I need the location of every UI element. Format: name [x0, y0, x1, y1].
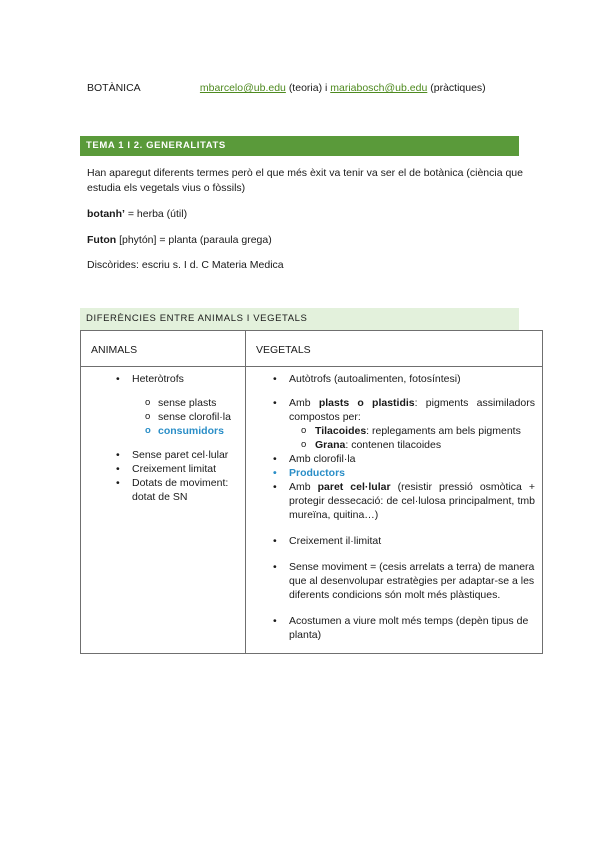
futon-def: [phytón] = planta (paraula grega) — [119, 234, 272, 246]
sublist-item-grana: o Grana: contenen tilacoides — [253, 438, 535, 452]
column-header-animals: ANIMALS — [81, 331, 246, 367]
list-item: • Acostumen a viure molt més temps (depèn tipus de planta) — [253, 614, 535, 642]
sublist-item: o sense clorofil·la — [88, 410, 238, 424]
list-item-cell-wall: • Amb paret cel·lular (resistir pressió osmòtica + protegir dessecació: de cel·lulosa principalment, tmb mureïna, quitina…) — [253, 480, 535, 522]
list-item: • Creixement limitat — [88, 462, 238, 476]
botanh-term: botanh’ — [87, 208, 125, 220]
practice-label: (pràctiques) — [430, 82, 486, 94]
intro-paragraph: Han aparegut diferents termes però el que més èxit va tenir va ser el de botànica (ciència que estudia els vegetals vius o fòssils) — [87, 167, 523, 194]
sublist-item-tilacoides: o Tilacoides: replegaments am bels pigments — [253, 424, 535, 438]
list-item-producers: • Productors — [253, 466, 535, 480]
discorides-line: Discòrides: escriu s. I d. C Materia Medica — [87, 259, 284, 271]
plants-cell — [246, 367, 543, 654]
email-theory-link[interactable]: mbarcelo@ub.edu — [199, 82, 286, 94]
botanh-def: = herba (útil) — [127, 208, 188, 220]
section-heading-differences: DIFERÈNCIES ENTRE ANIMALS I VEGETALS — [80, 308, 519, 330]
list-item: • Dotats de moviment: dotat de SN — [88, 476, 238, 504]
list-item-plasts: • Amb plasts o plastidis: pigments assimiladors compostos per: — [253, 396, 535, 424]
header-line — [87, 82, 527, 94]
column-header-plants: VEGETALS — [246, 331, 543, 367]
botanh-definition — [87, 207, 527, 222]
sublist-item: o sense plasts — [88, 396, 238, 410]
comparison-table — [80, 330, 543, 654]
list-item: • Heteròtrofs — [88, 372, 238, 386]
list-item: • Autòtrofs (autoalimenten, fotosíntesi) — [253, 372, 535, 386]
list-item: • Amb clorofil·la — [253, 452, 535, 466]
list-item: • Sense moviment = (cesis arrelats a terra) de manera que al desenvolupar estratègies per adaptar-se a les diferents condicions són molt més plàstiques. — [253, 560, 535, 602]
table-header-row — [81, 331, 543, 367]
email-practice-link[interactable]: mariabosch@ub.edu — [330, 82, 428, 94]
futon-definition — [87, 233, 527, 248]
list-item: • Creixement il·limitat — [253, 534, 535, 548]
sublist-item-consumers: o consumidors — [88, 424, 238, 438]
table-row — [81, 367, 543, 654]
subject-title: BOTÀNICA — [87, 82, 141, 94]
section-heading-generalitats: TEMA 1 I 2. GENERALITATS — [80, 136, 519, 156]
animals-cell — [81, 367, 246, 654]
list-item: • Sense paret cel·lular — [88, 448, 238, 462]
theory-label: (teoria) i — [288, 82, 328, 94]
futon-term: Futon — [87, 234, 117, 246]
